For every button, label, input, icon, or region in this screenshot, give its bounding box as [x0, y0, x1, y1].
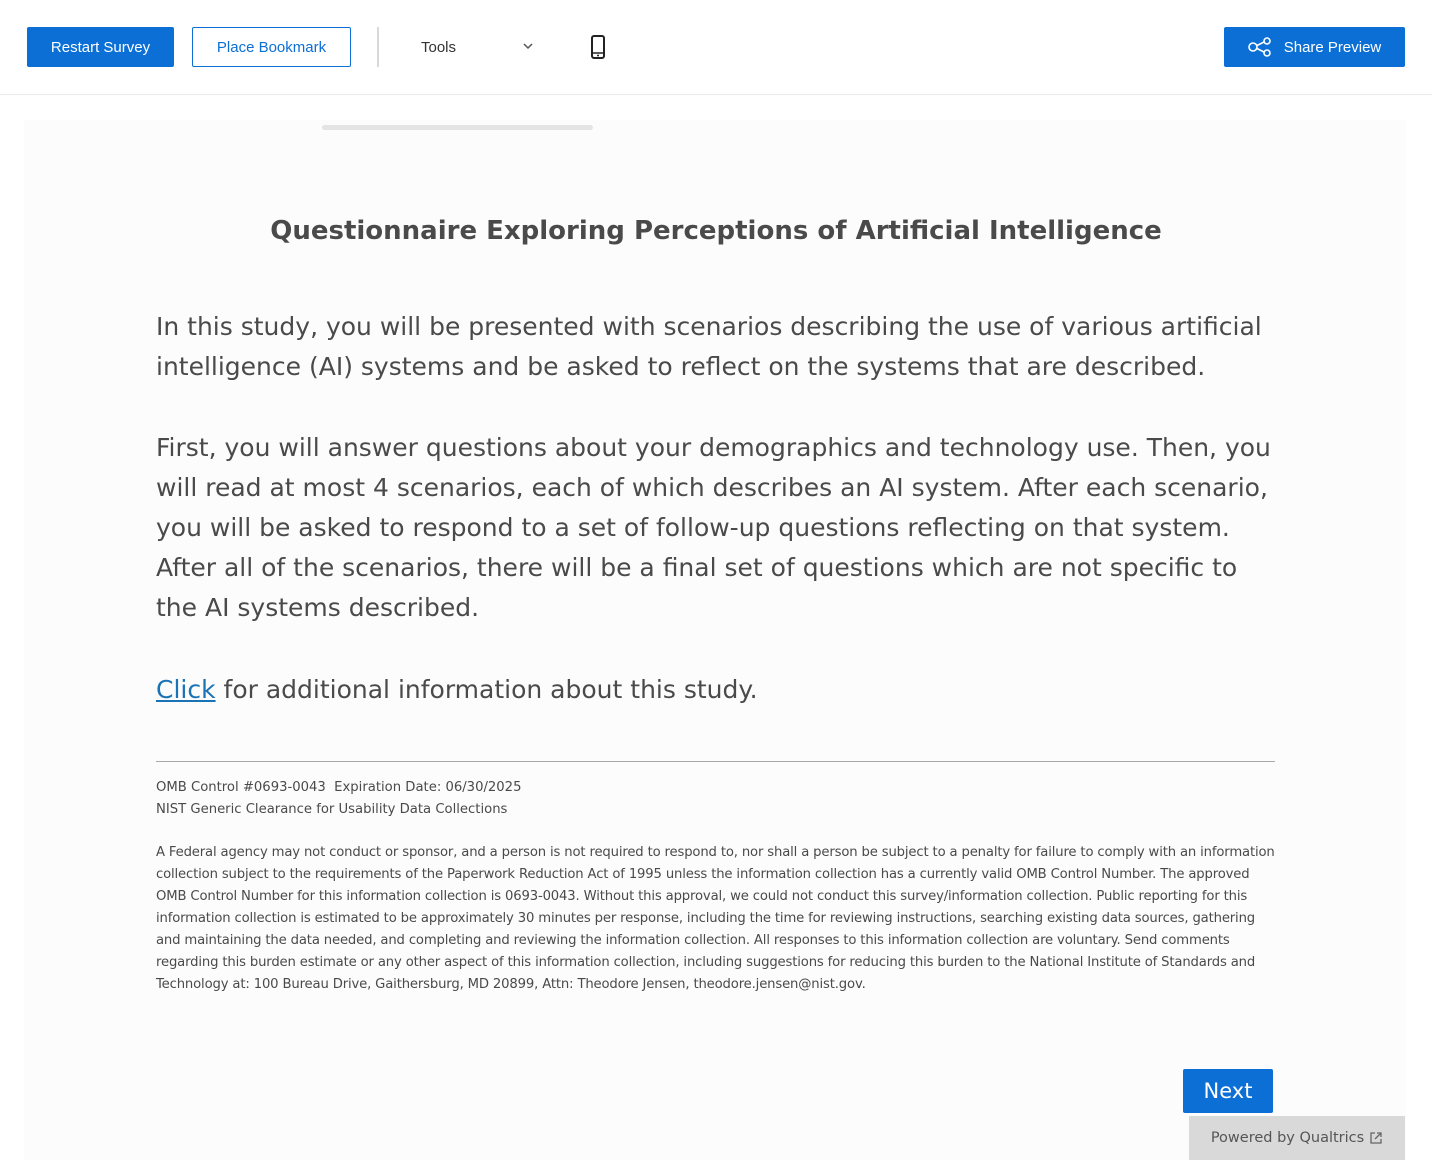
- additional-info-paragraph: [156, 670, 1276, 710]
- powered-by-qualtrics-link[interactable]: [1189, 1116, 1405, 1160]
- tools-label: Tools: [421, 38, 457, 56]
- next-button[interactable]: Next: [1183, 1069, 1273, 1113]
- mobile-phone-icon[interactable]: [589, 35, 607, 61]
- share-preview-label: Share Preview: [1283, 38, 1382, 56]
- intro-paragraph: In this study, you will be presented with scenarios describing the use of various artificial intelligence (AI) systems and be asked to reflect on the systems that are described.: [156, 312, 1262, 381]
- survey-container: [24, 120, 1406, 1160]
- section-divider: [156, 761, 1275, 762]
- share-preview-button[interactable]: [1224, 27, 1405, 67]
- preview-toolbar: [0, 0, 1432, 95]
- place-bookmark-button[interactable]: Place Bookmark: [192, 27, 351, 67]
- paperwork-disclaimer: A Federal agency may not conduct or sponsor, and a person is not required to respond to, nor shall a person be subject to a penalty for failure to comply with an information collection subject to the requirements of the Paperwork Reduction Act of 1995 unless the information collection has a currently valid OMB Control Number. The approved OMB Control Number for this information collection is 0693-0043. Without this approval, we could not conduct this survey/information collection. Public reporting for this information collection is estimated to be approximately 30 minutes per response, including the time for reviewing instructions, searching existing data sources, gathering and maintaining the data needed, and completing and reviewing the information collection. All responses to this information collection are voluntary. Send comments regarding this burden estimate or any other aspect of this information collection, including suggestions for reducing this burden to the National Institute of Standards and Technology at: 100 Bureau Drive, Gaithersburg, MD 20899, Attn: Theodore Jensen, theodore.jensen@nist.gov.: [156, 845, 1275, 992]
- powered-by-label: Powered by Qualtrics: [1210, 1130, 1365, 1146]
- external-link-icon: [1369, 1131, 1383, 1145]
- share-icon: [1248, 37, 1272, 57]
- omb-info: [156, 777, 1278, 821]
- additional-info-text: for additional information about this study.: [215, 675, 758, 704]
- clearance-line: NIST Generic Clearance for Usability Data Collections: [156, 802, 508, 817]
- chevron-down-icon: [522, 41, 534, 51]
- progress-bar: [322, 125, 593, 130]
- omb-control-line: OMB Control #0693-0043 Expiration Date: 06/30/2025: [156, 780, 522, 795]
- toolbar-divider: [377, 27, 379, 67]
- additional-info-link[interactable]: Click: [156, 675, 216, 704]
- survey-title: Questionnaire Exploring Perceptions of Artificial Intelligence: [270, 216, 1162, 246]
- restart-survey-button[interactable]: Restart Survey: [27, 27, 174, 67]
- tools-dropdown[interactable]: [398, 27, 548, 67]
- instructions-paragraph: First, you will answer questions about your demographics and technology use. Then, you will read at most 4 scenarios, each of which describes an AI system. After each scenario, you will be asked to respond to a set of follow-up questions reflecting on that system. After all of the scenarios, there will be a final set of questions which are not specific to the AI systems described.: [156, 433, 1271, 622]
